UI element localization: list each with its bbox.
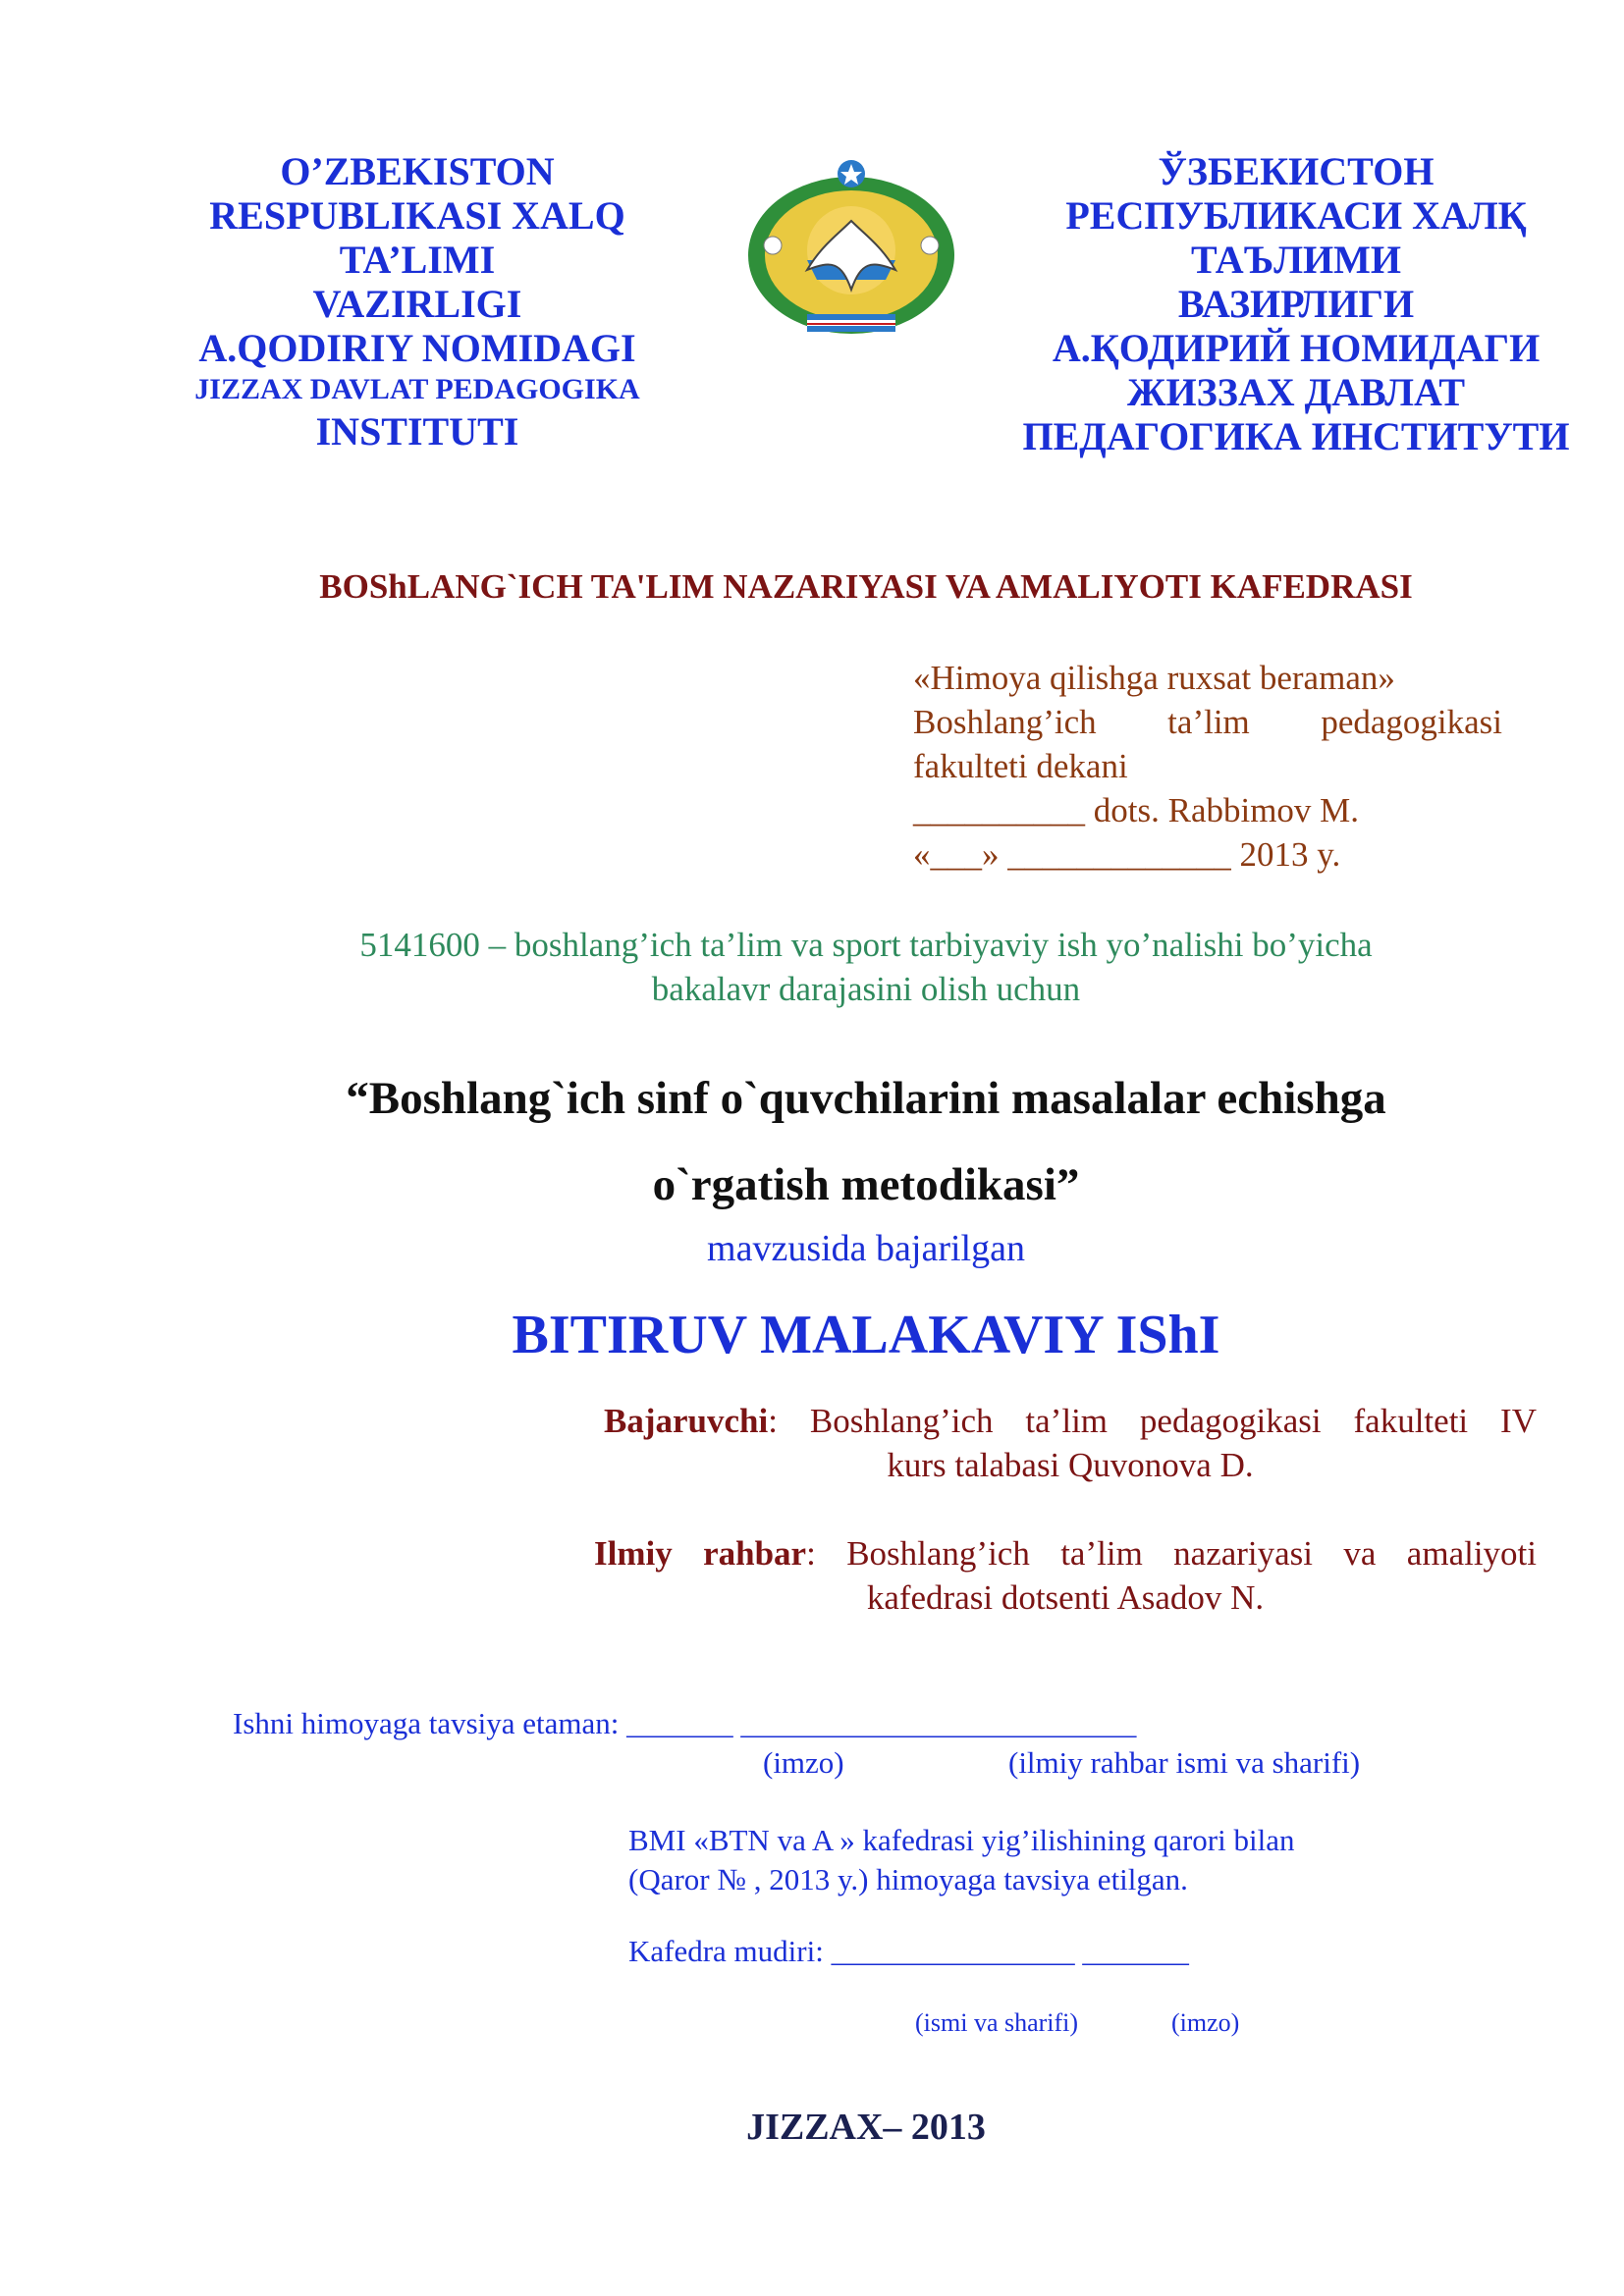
header-right-line: ЖИЗЗАХ ДАВЛАТ <box>1126 370 1466 414</box>
approval-line: «___» _____________ 2013 y. <box>913 835 1341 874</box>
topic-line: “Boshlang`ich sinf o`quvchilarini masalalar echishga <box>346 1073 1386 1124</box>
approval-line: __________ dots. Rabbimov M. <box>913 791 1360 829</box>
approval-line: fakulteti dekani <box>913 747 1128 785</box>
topic-suffix: mavzusida bajarilgan <box>707 1228 1025 1269</box>
header-left-line: A.QODIRIY NOMIDAGI <box>198 326 636 370</box>
header-right-line: ТАЪЛИМИ <box>1191 238 1401 282</box>
department-decision <box>628 1821 1294 1899</box>
head-of-dept-line: Kafedra mudiri: ________________ _______ <box>628 1934 1189 1968</box>
header-left-line: RESPUBLIKASI XALQ <box>209 193 625 238</box>
header-left-line: O’ZBEKISTON <box>280 149 555 193</box>
supervisor-line: kafedrasi dotsenti Asadov N. <box>866 1578 1265 1617</box>
header-right-line: ПЕДАГОГИКА ИНСТИТУТИ <box>1022 414 1570 458</box>
executor-block <box>604 1399 1537 1487</box>
topic-line: o`rgatish metodikasi” <box>652 1159 1080 1210</box>
specialty-text <box>0 923 1624 1011</box>
header-left-line: INSTITUTI <box>315 409 519 454</box>
department-title: BOShLANG`ICH TA'LIM NAZARIYASI VA AMALIYOTI KAFEDRASI <box>319 567 1413 606</box>
work-type-title: BITIRUV MALAKAVIY IShI <box>512 1305 1220 1365</box>
recommend-name-label: (ilmiy rahbar ismi va sharifi) <box>1008 1745 1361 1780</box>
uzbekistan-emblem-icon <box>738 152 964 339</box>
executor-line: : Boshlang’ich ta’lim pedagogikasi fakulteti IV <box>768 1402 1537 1440</box>
approval-block <box>913 656 1502 877</box>
recommend-sign-label: (imzo) <box>763 1745 844 1780</box>
approval-line: Boshlang’ich ta’lim pedagogikasi <box>913 703 1502 741</box>
specialty-line: 5141600 – boshlang’ich ta’lim va sport tarbiyaviy ish yo’nalishi bo’yicha <box>359 926 1373 964</box>
header-right-cyrillic <box>992 149 1600 458</box>
header-left-line: JIZZAX DAVLAT PEDAGOGIKA <box>194 373 640 405</box>
supervisor-label: Ilmiy rahbar <box>594 1534 807 1573</box>
supervisor-line: : Boshlang’ich ta’lim nazariyasi va amaliyoti <box>806 1534 1537 1573</box>
recommend-line: Ishni himoyaga tavsiya etaman: _______ __________________________ <box>233 1706 1137 1740</box>
header-right-line: ВАЗИРЛИГИ <box>1177 282 1415 326</box>
head-sign-label: (imzo) <box>1171 2008 1240 2037</box>
supervisor-block <box>594 1531 1537 1620</box>
executor-label: Bajaruvchi <box>604 1402 769 1440</box>
specialty-line: bakalavr darajasini olish uchun <box>651 970 1081 1008</box>
decision-line: BMI «BTN va A » kafedrasi yig’ilishining qarori bilan <box>628 1823 1295 1857</box>
header-left-line: TA’LIMI <box>339 238 496 282</box>
decision-line: (Qaror № , 2013 y.) himoyaga tavsiya etilgan. <box>628 1862 1188 1896</box>
header-right-line: А.ҚОДИРИЙ НОМИДАГИ <box>1052 326 1541 370</box>
header-left-line: VAZIRLIGI <box>312 282 522 326</box>
header-right-line: ЎЗБЕКИСТОН <box>1158 149 1435 193</box>
header-left-latin <box>167 149 668 454</box>
city-year: JIZZAX– 2013 <box>746 2107 986 2148</box>
thesis-topic <box>0 1055 1624 1228</box>
head-name-label: (ismi va sharifi) <box>915 2008 1079 2037</box>
executor-line: kurs talabasi Quvonova D. <box>887 1446 1254 1484</box>
header-right-line: РЕСПУБЛИКАСИ ХАЛҚ <box>1065 193 1527 238</box>
approval-line: «Himoya qilishga ruxsat beraman» <box>913 659 1395 697</box>
